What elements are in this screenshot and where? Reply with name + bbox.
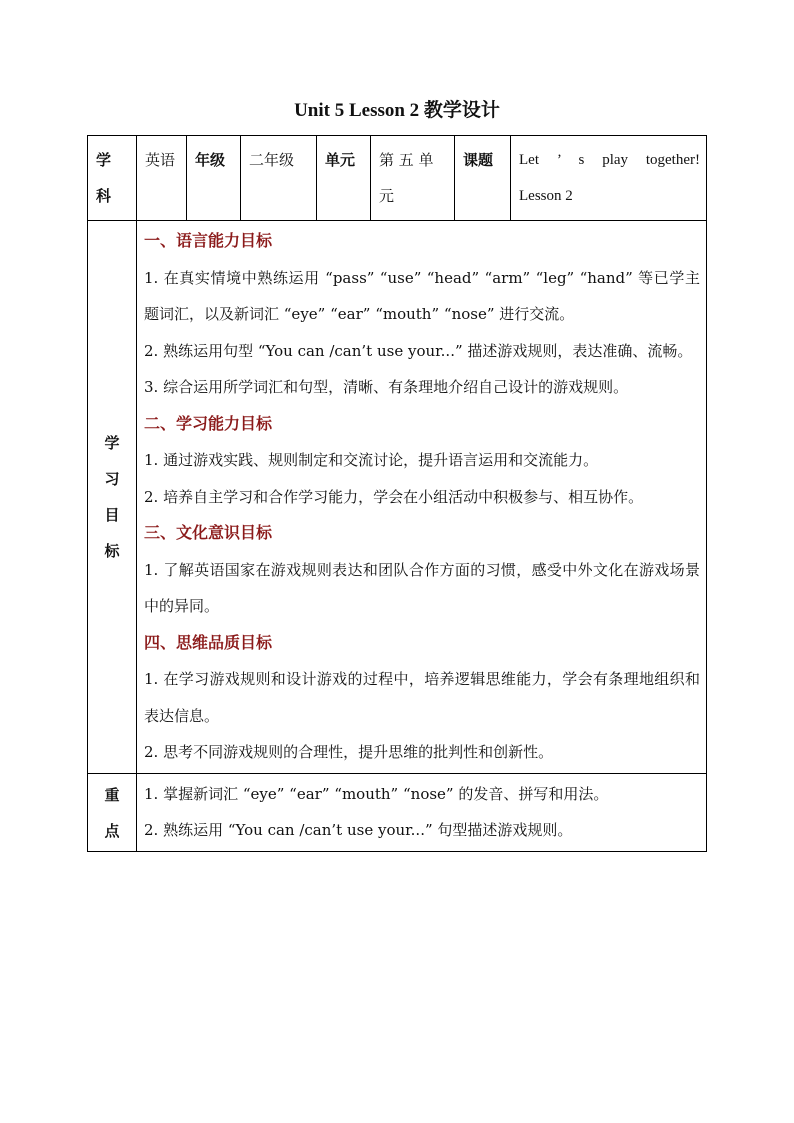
key-points-content xyxy=(137,773,707,851)
unit-value: 第 五 单元 xyxy=(371,136,455,221)
objectives-content xyxy=(137,221,707,774)
page-title: Unit 5 Lesson 2 教学设计 xyxy=(294,100,500,121)
key-points-label xyxy=(88,777,136,849)
objective-item: 1. 通过游戏实践、规则制定和交流讨论，提升语言运用和交流能力。 xyxy=(144,451,599,469)
grade-value: 二年级 xyxy=(241,136,317,221)
objective-item: 2. 思考不同游戏规则的合理性，提升思维的批判性和创新性。 xyxy=(144,743,554,761)
key-points-label-char: 点 xyxy=(104,821,120,840)
header-row xyxy=(88,136,707,221)
objectives-label-char: 学 xyxy=(104,433,120,452)
objectives-label-cell xyxy=(88,221,137,774)
key-point-item: 1. 掌握新词汇 “eye” “ear” “mouth” “nose” 的发音、拼写和用法。 xyxy=(144,784,609,803)
key-points-label-char: 重 xyxy=(104,785,120,804)
objectives-label-char: 习 xyxy=(104,469,120,488)
topic-line-2: Lesson 2 xyxy=(519,188,573,204)
topic-label: 课题 xyxy=(455,136,511,221)
objectives-row xyxy=(88,221,707,774)
objective-item: 2. 培养自主学习和合作学习能力，学会在小组活动中积极参与、相互协作。 xyxy=(144,487,644,506)
objectives-label xyxy=(88,425,136,569)
key-point-item: 2. 熟练运用 “You can /can’t use your...” 句型描述游戏规则。 xyxy=(144,821,573,839)
topic-value-cell xyxy=(511,136,707,221)
objectives-label-char: 标 xyxy=(104,541,120,560)
subject-label-cell xyxy=(88,136,137,221)
topic-line-1: Let ’ s play together! xyxy=(519,152,700,168)
objectives-label-char: 目 xyxy=(104,505,120,524)
objective-item: 2. 熟练运用句型 “You can /can’t use your...” 描述游戏规则，表达准确、流畅。 xyxy=(144,341,693,360)
objective-item: 1. 在真实情境中熟练运用 “pass” “use” “head” “arm” “leg” “hand” 等已学主题词汇，以及新词汇 “eye” “ear” “mouth” “nose” 进行交流。 xyxy=(144,268,700,323)
objective-item: 1. 在学习游戏规则和设计游戏的过程中，培养逻辑思维能力，学会有条理地组织和表达信息。 xyxy=(144,670,700,725)
subject-value: 英语 xyxy=(137,136,187,221)
objective-item: 3. 综合运用所学词汇和句型，清晰、有条理地介绍自己设计的游戏规则。 xyxy=(144,378,629,396)
lesson-plan-table xyxy=(87,135,707,852)
objective-section-heading: 二、学习能力目标 xyxy=(144,413,273,433)
objective-section-heading: 一、语言能力目标 xyxy=(144,231,273,250)
objective-section-heading: 三、文化意识目标 xyxy=(144,523,273,542)
objective-item: 1. 了解英语国家在游戏规则表达和团队合作方面的习惯，感受中外文化在游戏场景中的异同。 xyxy=(144,560,700,615)
objective-section-heading: 四、思维品质目标 xyxy=(144,632,273,652)
key-points-row xyxy=(88,773,707,851)
key-points-label-cell xyxy=(88,773,137,851)
grade-label: 年级 xyxy=(187,136,241,221)
subject-label: 学科 xyxy=(96,151,112,205)
unit-label: 单元 xyxy=(317,136,371,221)
